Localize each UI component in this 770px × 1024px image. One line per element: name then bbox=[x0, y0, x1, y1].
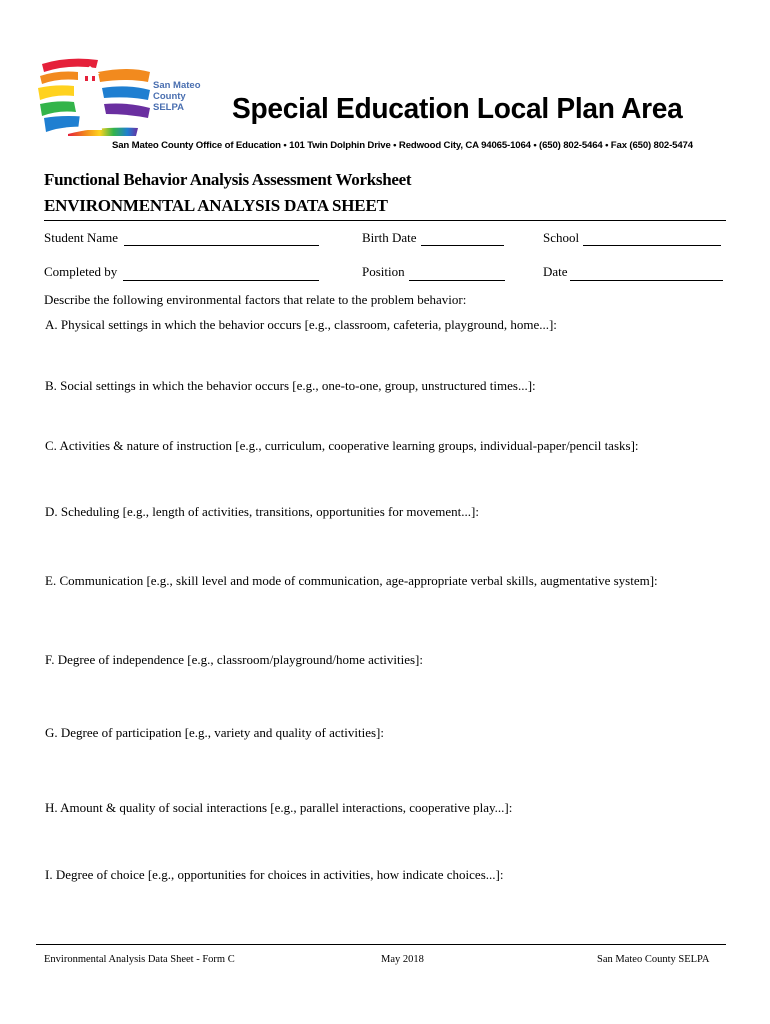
title-divider bbox=[44, 220, 726, 221]
birth-date-field[interactable] bbox=[421, 232, 504, 246]
prompt-f-independence: F. Degree of independence [e.g., classroom/playground/home activities]: bbox=[45, 652, 424, 667]
footer-org: San Mateo County SELPA bbox=[597, 954, 710, 965]
header-address: San Mateo County Office of Education • 101 Twin Dolphin Drive • Redwood City, CA 94065-1064 • (650) 802-5464 • Fax (650) 802-5474 bbox=[112, 140, 693, 151]
prompt-g-participation: G. Degree of participation [e.g., variety and quality of activities]: bbox=[45, 725, 384, 740]
document-title: Functional Behavior Analysis Assessment Worksheet bbox=[44, 170, 412, 189]
prompt-e-communication: E. Communication [e.g., skill level and mode of communication, age-appropriate verbal skills, augmentative system]: bbox=[45, 573, 658, 588]
footer-form-name: Environmental Analysis Data Sheet - Form C bbox=[44, 954, 235, 965]
answer-a-field[interactable] bbox=[45, 336, 725, 380]
date-label: Date bbox=[543, 264, 568, 279]
completed-by-label: Completed by bbox=[44, 264, 118, 279]
answer-d-field[interactable] bbox=[45, 523, 725, 567]
school-label: School bbox=[543, 230, 580, 245]
answer-i-field[interactable] bbox=[45, 886, 725, 930]
lighthouse-logo-icon bbox=[38, 56, 150, 136]
prompt-d-scheduling: D. Scheduling [e.g., length of activities, transitions, opportunities for movement...]: bbox=[45, 504, 479, 519]
prompt-h-social-interactions: H. Amount & quality of social interactions [e.g., parallel interactions, cooperative play...]: bbox=[45, 800, 513, 815]
answer-c-field[interactable] bbox=[45, 457, 725, 501]
logo-text bbox=[153, 80, 201, 113]
school-field[interactable] bbox=[583, 232, 721, 246]
position-label: Position bbox=[362, 264, 405, 279]
answer-g-field[interactable] bbox=[45, 744, 725, 788]
completed-by-field[interactable] bbox=[123, 267, 319, 281]
answer-e-field[interactable] bbox=[45, 592, 725, 636]
prompt-b-social-settings: B. Social settings in which the behavior occurs [e.g., one-to-one, group, unstructured times...]: bbox=[45, 378, 536, 393]
date-field[interactable] bbox=[570, 267, 723, 281]
prompt-i-choice: I. Degree of choice [e.g., opportunities for choices in activities, how indicate choices...]: bbox=[45, 867, 504, 882]
student-name-label: Student Name bbox=[44, 230, 119, 245]
birth-date-label: Birth Date bbox=[362, 230, 417, 245]
prompt-c-activities: C. Activities & nature of instruction [e.g., curriculum, cooperative learning groups, individual-paper/pencil tasks]: bbox=[45, 438, 639, 453]
student-name-field[interactable] bbox=[124, 232, 319, 246]
answer-b-field[interactable] bbox=[45, 397, 725, 441]
document-subtitle: ENVIRONMENTAL ANALYSIS DATA SHEET bbox=[44, 196, 388, 215]
logo-line: San Mateo bbox=[153, 80, 201, 91]
footer-date: May 2018 bbox=[381, 954, 424, 965]
selpa-logo bbox=[38, 56, 150, 136]
instructions-text: Describe the following environmental factors that relate to the problem behavior: bbox=[44, 292, 467, 307]
answer-f-field[interactable] bbox=[45, 671, 725, 715]
logo-line: County bbox=[153, 91, 186, 102]
answer-h-field[interactable] bbox=[45, 819, 725, 863]
header-title: Special Education Local Plan Area bbox=[232, 93, 683, 125]
footer-divider bbox=[36, 944, 726, 945]
logo-line: SELPA bbox=[153, 102, 184, 113]
prompt-a-physical-settings: A. Physical settings in which the behavior occurs [e.g., classroom, cafeteria, playground, home...]: bbox=[45, 317, 557, 332]
position-field[interactable] bbox=[409, 267, 505, 281]
